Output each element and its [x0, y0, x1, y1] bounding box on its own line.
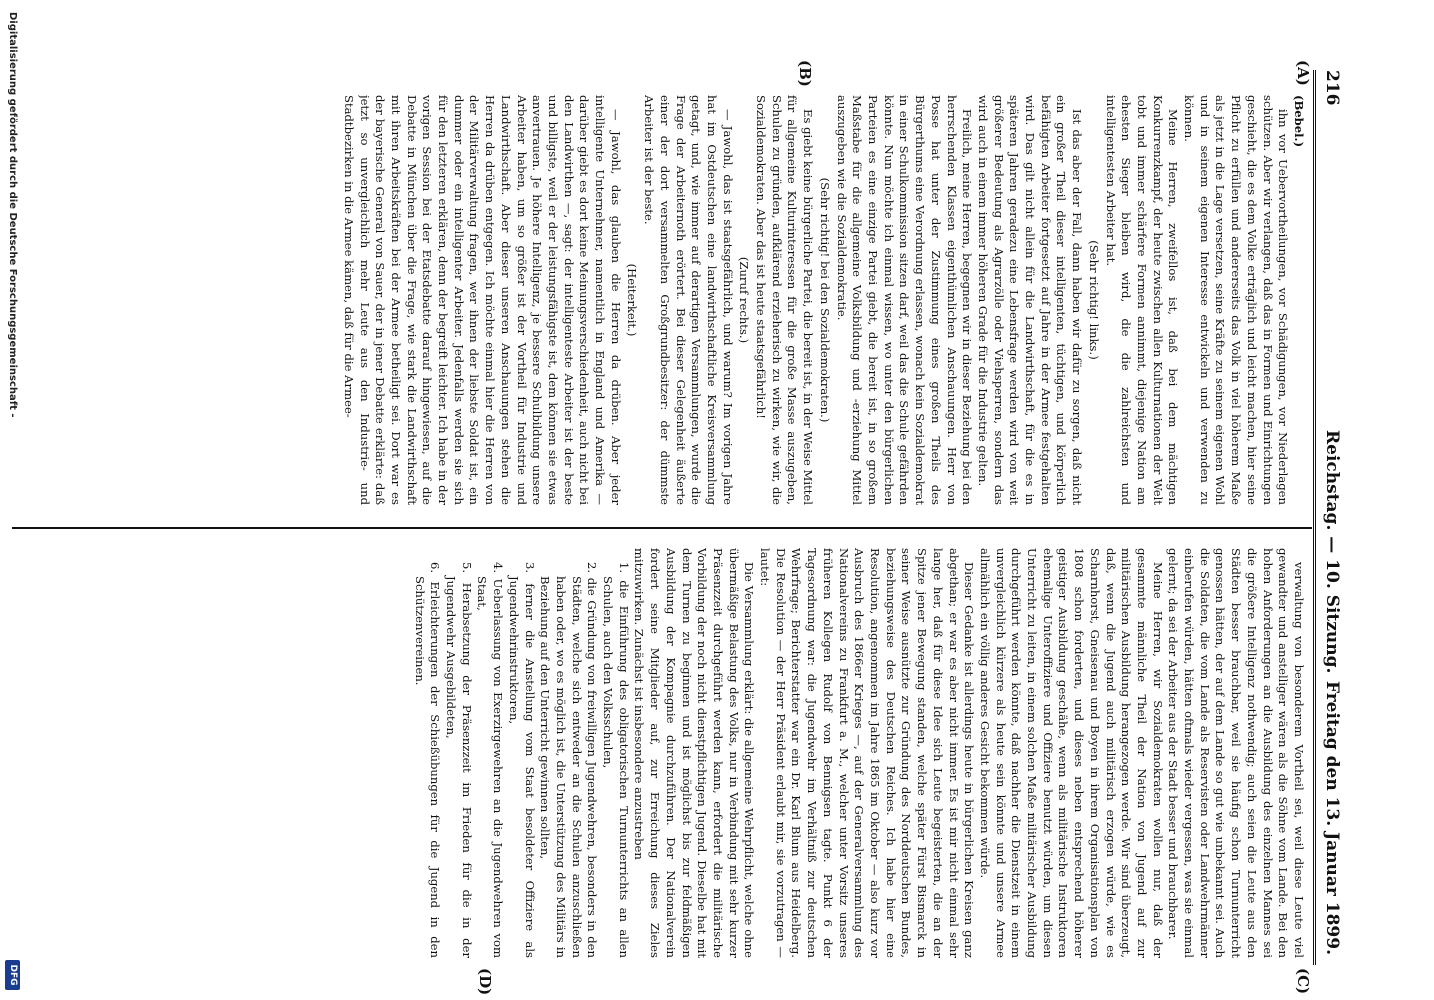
paragraph: verwaltung von besonderem Vortheil sei, weil diese Leute viel gewandter und anstelliger wären als die Söhne vom Lande. Bei den hohen Anforderungen an die Ausbildung des einzelnen Mannes sei die größere Intelligenz nothwendig; auch seien die Leute aus den Städten besser brauchbar, weil sie häufig schon Turnunterricht genossen hätten, der auf dem Lande so gut wie unbekannt sei. Auch die Soldaten, die vom Lande als Reservisten oder Landwehrmänner einberufen würden, hätten oftmals wieder vergessen, was sie einmal gelernt; da sei der Arbeiter aus der Stadt besser und brauchbarer.	[1166, 548, 1306, 958]
margin-marker-c: (C)	[1294, 968, 1312, 995]
interjection: (Sehr richtig! links.)	[1086, 240, 1101, 360]
paragraph: Es giebt keine bürgerliche Partei, die bereit ist, in der Weise Mittel für allgemeine Kulturinteressen für die große Masse auszugeben, Schulen zu gründen, aufklärend erzieherisch zu wirken, wie wir, die Sozialdemokraten. Aber das ist heute staatsgefährlich!	[754, 95, 816, 505]
list-item: 4. Ueberlassung von Exerzirgewehren an die Jugendwehren vom Staat,	[475, 562, 506, 958]
session-date: Freitag den 13. Januar 1899.	[1322, 680, 1342, 955]
list-item: 5. Herabsetzung der Präsenzzeit im Frieden für die in der Jugendwehr Ausgebildeten,	[444, 562, 474, 958]
margin-marker-d: (D)	[476, 968, 494, 996]
column-divider	[12, 527, 1312, 529]
list-item: 3. ferner die Anstellung vom Staat besoldeter Offiziere als Jugendwehrinstruktoren,	[506, 562, 537, 958]
session-title: Reichstag. — 10. Sitzung.	[1322, 430, 1342, 674]
paragraph: Meine Herren, zweifellos ist, daß bei dem mächtigen Konkurrenzkampf, der heute zwischen allen Kulturnationen der Welt tobt und immer schärfere Formen annimmt, diejenige Nation am ehesten Sieger bleiben wird, die die zahlreichsten und intelligentesten Arbeiter hat.	[1103, 95, 1181, 505]
paragraph: ihn vor Uebervortheilungen, vor Schädigungen, vor Niederlagen schützen. Aber wir verlangen, daß das in Formen und Einrichtungen geschieht, die es dem Volke erträglich und leicht machen, hier seine Pflicht zu erfüllen und andererseits das Volk in viel höherem Maße als jetzt in die Lage versetzen, seine Kräfte zu seinem eigenen Wohl und in seinem eigenen Interesse entwickeln und verwenden zu können.	[1182, 95, 1291, 505]
margin-marker-b: (B)	[796, 60, 814, 87]
resolution-list	[411, 548, 631, 958]
interjection: (Heiterkeit.)	[625, 263, 640, 337]
paragraph: — Jawohl, das glauben die Herren da drüben. Aber jeder intelligente Unternehmer, namentlich in England und Amerika — darüber giebt es dort keine Meinungsverschiedenheit, auch nicht bei den Landwirthen —, sagt: der intelligenteste Arbeiter ist der beste und billigste, weil er der leistungsfähigste ist, dem können sie etwas anvertrauen. Je höhere Intelligenz, je bessere Schulbildung unsere Arbeiter haben, um so größer ist der Vortheil für Industrie und Landwirthschaft. Aber dieser unseren Anschauungen stehen die Herren da drüben entgegen. Ich möchte einmal hier die Herren von der Militärverwaltung fragen, wer ihnen der liebste Soldat ist, ein dummer oder ein intelligenter Arbeiter. Jedenfalls werden sie sich für den letzteren erklären, denn der begreift leichter. Ich habe in der vorigen Session bei der Etatsdebatte darauf hingewiesen, auf die Debatte in München über die Frage, wie stark die Landwirthschaft mit ihren Arbeitskräften bei der Armee betheiligt sei. Dort war es der bayerische General von Sauer, der in jener Debatte erklärte: daß jetzt so unvergleichlich mehr Leute aus den Industrie- und Stadtbezirken in die Armee kämen, daß für die Armee-	[341, 95, 623, 505]
paragraph: Dieser Gedanke ist allerdings heute in bürgerlichen Kreisen ganz abgethan; er war es aber nicht immer. Es ist mir nicht einmal sehr lange her, daß für diese Idee sich Leute begeisterten, die an der Spitze jener Bewegung standen, welche später Fürst Bismarck in seiner Weise ausnützte zur Gründung des Norddeutschen Bundes, beziehungsweise des Deutschen Reiches. Ich habe hier eine Resolution, angenommen im Jahre 1865 im Oktober — also kurz vor Ausbruch des 1866er Krieges —, auf der Generalversammlung des Nationalvereins zu Frankfurt a. M., welcher unter Vorsitz unseres früheren Kollegen Rudolf von Bennigsen tagte. Punkt 6 der Tagesordnung war: die Jugendwehr im Verhältniß zur deutschen Wehrfrage; Berichterstatter war ein Dr. Karl Blum aus Heidelberg. Die Resolution — der Herr Präsident erlaubt mir, sie vorzutragen — lautet:	[758, 548, 977, 958]
left-column	[16, 95, 1306, 505]
page-number: 216	[1322, 70, 1342, 106]
dfg-logo: DFG	[5, 960, 20, 990]
paragraph: — Jawohl, das ist staatsgefährlich, und warum? Im vorigen Jahre hat im Ostdeutschen eine landwirthschaftliche Kreisversammlung getagt, und, wie immer auf derartigen Versammlungen, wurde die Frage der Arbeiternoth erörtert. Bei dieser Gelegenheit äußerte einer der dort versammelten Großgrundbesitzer: der dümmste Arbeiter ist der beste.	[642, 95, 735, 505]
paragraph: Freilich, meine Herren, begegnen wir in dieser Beziehung bei den herrschenden Klassen eigenthümlichen Anschauungen. Herr von Posse hat unter der Zustimmung eines großen Theils des Bürgerthums eine Verordnung erlassen, wonach kein Sozialdemokrat in einer Schulkommission sitzen darf, weil das die Schule gefährden könnte. Nun möchte ich einmal wissen, wo unter den bürgerlichen Parteien es eine einzige Partei giebt, die bereit ist, in so großem Maßstabe für die allgemeine Volksbildung und -erziehung Mittel auszugeben wie die Sozialdemokratie.	[834, 95, 975, 505]
list-item: 6. Erleichterungen der Schießübungen für die Jugend in den Schützenvereinen.	[412, 562, 443, 958]
digitization-footer	[0, 0, 23, 1000]
paragraph: Ist das aber der Fall, dann haben wir dafür zu sorgen, daß nicht ein großer Theil dieser intelligenten, tüchtigen, und körperlich befähigten Arbeiter fortgesetzt auf Jahre in der Armee festgehalten wird. Das gilt nicht allein für die Landwirthschaft, für die es in späteren Jahren geradezu eine Lebensfrage werden wird von weit größerer Bedeutung als Agrarzölle oder Viehsperren, sondern das wird auch in einem immer höheren Grade für die Industrie gelten.	[975, 95, 1085, 505]
margin-marker-a: (A)	[1294, 60, 1312, 86]
list-item: 2. die Gründung von freiwilligen Jugendwehren, besonders in den Städten, welche sich entweder an die Schulen anzuschließen haben oder, wo es möglich ist, die Unterstützung des Militärs in Beziehung auf den Unterricht gewinnen sollten,	[538, 562, 600, 958]
interjection: (Sehr richtig! bei den Sozialdemokraten.)	[817, 177, 832, 423]
funding-note: Digitalisierung gefördert durch die Deutsche Forschungsgemeinschaft -	[7, 12, 18, 418]
quoted-resolution: Die Versammlung erklärt: die allgemeine Wehrpflicht, welche ohne übermäßige Belastung des Volks, nur in Verbindung mit sehr kurzer Präsenzzeit durchgeführt werden kann, erfordert die militärische Vorbildung der noch nicht dienstpflichtigen Jugend. Dieselbe hat mit dem Turnen zu beginnen und ist möglichst bis zur feldmäßigen Ausbildung der Kompagnie durchzuführen. Der Nationalverein fordert seine Mitglieder auf, zur Erreichung dieses Zieles mitzuwirken. Zunächst ist insbesondere anzustreben	[632, 548, 757, 958]
list-item: 1. die Einführung des obligatorischen Turnunterrichts an allen Schulen, auch den Volksschulen,	[601, 562, 631, 958]
speaker-name: (Bebel.)	[1292, 95, 1306, 148]
paragraph: Meine Herren, wir Sozialdemokraten wollen nur, daß der gesammte männliche Theil der Nation von Jugend auf zur militärischen Ausbildung herangezogen werde. Wir sind überzeugt, daß, wenn die Jugend auch militärisch erzogen würde, wie es Scharnhorst, Gneisenau und Boyen in ihrem Organisationsplan von 1808 schon forderten, und dieses neben entsprechend höherer geistiger Ausbildung geschähe, wenn als militärische Instruktoren ehemalige Unteroffiziere und Offiziere benutzt würden, um diesen Unterricht zu leiten, in einem solchen Maße militärischer Ausbildung durchgeführt werden könnte, daß nachher die Dienstzeit in einem unvergleichlich kürzere als heute sein könnte und unsere Armee allmählich ein völlig anderes Gesicht bekommen würde.	[977, 548, 1165, 958]
interjection: (Zuruf rechts.)	[737, 256, 752, 344]
page-header	[1313, 70, 1346, 965]
right-column	[16, 548, 1306, 958]
